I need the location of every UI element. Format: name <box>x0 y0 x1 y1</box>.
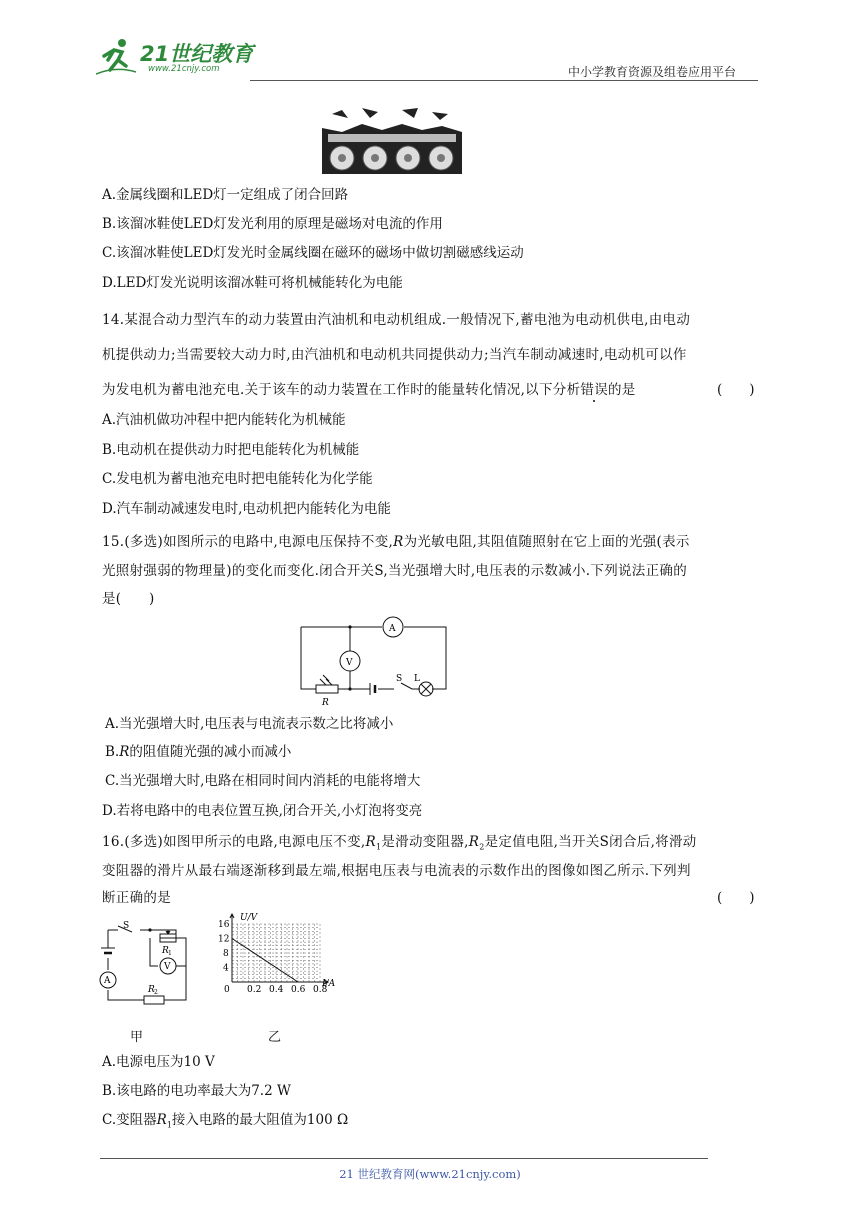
q15-switch-label: S <box>396 674 403 684</box>
x-tick-label: 0.8 <box>313 985 328 995</box>
header-rule <box>250 80 758 81</box>
q14-line3-pre: 为发电机为蓄电池充电.关于该车的动力装置在工作时的能量转化情况,以下分析 <box>102 382 581 398</box>
q16-r2-resistor-icon <box>144 996 164 1004</box>
inline-skate-image <box>322 104 462 174</box>
q15-resistor-label: R <box>322 698 329 705</box>
logo-main-text: 21世纪教育 <box>140 42 254 66</box>
q16-ammeter-label: A <box>104 976 111 986</box>
photoresistor-icon <box>316 685 338 693</box>
q15-ammeter-label: A <box>389 624 396 634</box>
q16-switch-label: S <box>123 921 130 931</box>
graph-grid <box>232 924 320 982</box>
q15-optb-pre: B. <box>105 744 120 760</box>
q15-line1-post: 为光敏电阻,其阻值随照射在它上面的光强(表示 <box>403 534 690 550</box>
q15-stem-line2: 光照射强弱的物理量)的变化而变化.闭合开关S,当光强增大时,电压表的示数减小.下列说法正确的 <box>102 563 687 579</box>
x-tick-label: 0.2 <box>247 985 262 995</box>
q15-option-d: D.若将电路中的电表位置互换,闭合开关,小灯泡将变亮 <box>102 803 423 819</box>
q13-option-a: A.金属线圈和LED灯一定组成了闭合回路 <box>102 187 349 203</box>
q16-option-a: A.电源电压为10 V <box>102 1054 215 1070</box>
q14-option-b: B.电动机在提供动力时把电能转化为机械能 <box>102 442 360 458</box>
q15-r-symbol: R <box>393 534 404 550</box>
q15-stem-line1 <box>102 533 690 551</box>
q16-r1-symbol: R <box>365 834 376 850</box>
y-tick-label: 4 <box>223 963 229 974</box>
q16-optc-pre: C.变阻器 <box>102 1112 157 1128</box>
q16-line1-post: 是定值电阻,当开关S闭合后,将滑动 <box>484 834 697 850</box>
q14-stem-line1: 14.某混合动力型汽车的动力装置由汽油机和电动机组成.一般情况下,蓄电池为电动机供电,由电动 <box>102 312 691 328</box>
q15-voltmeter-label: V <box>346 658 353 668</box>
q15-option-c: C.当光强增大时,电路在相同时间内消耗的电能将增大 <box>105 773 421 789</box>
q16-voltmeter-label: V <box>164 962 171 972</box>
q16-option-c <box>102 1111 348 1135</box>
q16-fig-b-caption: 乙 <box>268 1030 282 1045</box>
q16-r1-sub: 1 <box>375 842 382 852</box>
q14-stem-line2: 机提供动力;当需要较大动力时,由汽油机和电动机共同提供动力;当汽车制动减速时,电动机可以作 <box>102 347 687 363</box>
q14-option-d: D.汽车制动减速发电时,电动机把内能转化为电能 <box>102 501 391 517</box>
q15-lamp-label: L <box>414 674 420 684</box>
q15-circuit-diagram <box>296 615 456 705</box>
logo <box>96 36 266 76</box>
q16-r1-label-sub: 1 <box>168 950 172 957</box>
x-tick-label: 0 <box>224 985 230 995</box>
q14-answer-paren: ( ) <box>717 382 755 398</box>
q16-stem-line3: 断正确的是 <box>102 890 171 906</box>
q16-r2-label: R <box>148 985 155 995</box>
graph-y-axis-label: U/V <box>240 913 258 923</box>
q16-r1-label: R <box>162 946 169 956</box>
q16-option-b: B.该电路的电功率最大为7.2 W <box>102 1083 291 1099</box>
q14-option-a: A.汽油机做功冲程中把内能转化为机械能 <box>102 412 346 428</box>
q16-fig-a-caption: 甲 <box>130 1030 144 1045</box>
q15-option-b <box>105 743 291 761</box>
q16-ui-graph <box>212 912 342 1012</box>
footer-rule <box>100 1158 708 1159</box>
y-tick-label: 16 <box>218 920 230 930</box>
x-tick-label: 0.6 <box>291 985 306 995</box>
q16-r2-sub: 2 <box>479 842 485 852</box>
q16-stem-line2: 变阻器的滑片从最右端逐渐移到最左端,根据电压表与电流表的示数作出的图像如图乙所示.下列判 <box>102 863 691 879</box>
q16-line1-mid: 是滑动变阻器, <box>381 834 469 850</box>
q16-r2-label-sub: 2 <box>154 989 158 996</box>
y-tick-label: 8 <box>223 949 229 959</box>
q15-option-a: A.当光强增大时,电压表与电流表示数之比将减小 <box>105 716 394 732</box>
q14-stem-line3 <box>102 381 636 399</box>
q15-optb-post: 的阻值随光强的减小而减小 <box>129 744 292 760</box>
q14-line3-post: 的是 <box>608 382 636 398</box>
q16-answer-paren: ( ) <box>717 890 755 906</box>
graph-x-axis-label: I/A <box>322 979 336 989</box>
q13-option-b: B.该溜冰鞋使LED灯发光利用的原理是磁场对电流的作用 <box>102 216 443 232</box>
platform-name: 中小学教育资源及组卷应用平台 <box>568 65 737 79</box>
q16-circuit-diagram <box>96 918 196 1013</box>
q16-optc-sub: 1 <box>166 1120 172 1130</box>
q16-r2-symbol: R <box>468 834 480 850</box>
q15-optb-r: R <box>119 744 130 760</box>
q13-option-c: C.该溜冰鞋使LED灯发光时金属线圈在磁环的磁场中做切割磁感线运动 <box>102 245 524 261</box>
q15-stem-line3: 是( ) <box>102 591 155 607</box>
q16-line1-pre: 16.(多选)如图甲所示的电路,电源电压不变, <box>102 834 366 850</box>
q16-optc-post: 接入电路的最大阻值为100 Ω <box>171 1112 349 1128</box>
q14-option-c: C.发电机为蓄电池充电时把电能转化为化学能 <box>102 471 373 487</box>
logo-url-text: www.21cnjy.com <box>148 64 220 74</box>
q16-optc-r: R <box>156 1112 167 1128</box>
q16-stem-line1 <box>102 833 697 857</box>
q13-option-d: D.LED灯发光说明该溜冰鞋可将机械能转化为电能 <box>102 275 403 291</box>
x-tick-label: 0.4 <box>269 985 284 995</box>
footer-text: 21 世纪教育网(www.21cnjy.com) <box>339 1167 521 1181</box>
runner-logo-icon <box>96 36 136 76</box>
graph-axes <box>230 914 328 984</box>
y-tick-label: 12 <box>218 934 230 945</box>
q14-emphasis-word: 错误 <box>580 382 608 398</box>
q15-line1-pre: 15.(多选)如图所示的电路中,电源电压保持不变, <box>102 534 394 550</box>
